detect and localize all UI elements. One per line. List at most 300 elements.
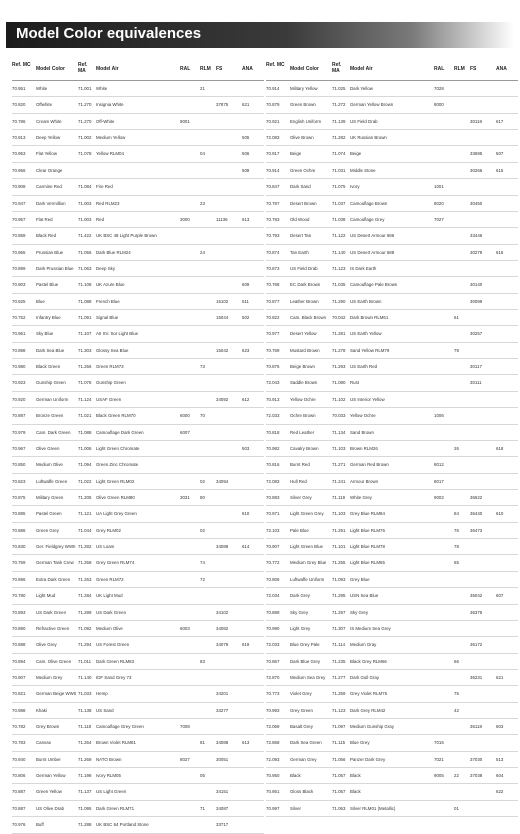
cell-model-air: Sand Yellow RLM79	[350, 347, 390, 353]
cell-fs: 34151	[216, 789, 229, 795]
cell-rlm: 83	[200, 658, 205, 664]
cell-model-color: Olive Grey	[36, 642, 57, 648]
cell-ref-ma: 71.078	[78, 151, 92, 157]
cell-ral: 7028	[434, 86, 444, 91]
table-row	[12, 326, 264, 342]
cell-model-color: Green Yellow	[36, 789, 62, 795]
cell-ref-mc: 70.897	[12, 413, 26, 419]
cell-model-air: Black	[350, 773, 361, 779]
cell-model-air: Red	[96, 216, 105, 222]
cell-model-color: Grey Brown	[36, 724, 60, 730]
cell-ref-ma: 71.138	[78, 707, 92, 713]
cell-model-air: White Grey	[350, 494, 372, 500]
table-row	[266, 212, 518, 228]
cell-model-air: Red RLM23	[96, 200, 120, 206]
cell-ref-mc: 70.885	[12, 511, 26, 517]
cell-model-color: Green Ochre	[290, 167, 316, 173]
cell-model-color: Black	[290, 773, 301, 779]
cell-model-air: Sand Brown	[350, 429, 374, 435]
cell-ref-mc: 70.875	[12, 494, 26, 500]
cell-model-color: US Olive Drab	[36, 805, 65, 811]
cell-ref-ma: 71.294	[78, 642, 92, 648]
table-row	[12, 261, 264, 277]
cell-ref-ma: 71.288	[78, 822, 92, 828]
cell-model-air: Brown Violet RLM81	[96, 740, 136, 746]
table-row	[12, 457, 264, 473]
cell-fs: 36172	[470, 642, 483, 648]
table-row	[12, 196, 264, 212]
cell-ral: 6000	[180, 413, 190, 419]
cell-ref-ma: 71.035	[332, 282, 346, 288]
cell-fs: 34201	[216, 691, 229, 697]
table-row	[12, 408, 264, 424]
cell-fs: 11136	[216, 216, 228, 222]
cell-ref-mc: 72.870	[266, 674, 280, 680]
cell-model-air: Grey Violet RLM75	[350, 691, 388, 697]
table-row	[266, 735, 518, 751]
cell-ref-mc: 70.768	[266, 282, 280, 288]
cell-ral: 8017	[434, 478, 444, 484]
table-row	[12, 588, 264, 604]
cell-fs: 37875	[216, 102, 229, 108]
cell-ana: 621	[242, 102, 250, 108]
cell-ref-mc: 70.823	[12, 478, 26, 484]
table-row	[266, 768, 518, 784]
cell-ref-ma: 71.057	[332, 789, 346, 795]
cell-ref-mc: 70.982	[266, 445, 280, 451]
cell-ref-ma: 71.269	[78, 756, 92, 762]
cell-fs: 30118	[470, 118, 482, 124]
table-row	[12, 539, 264, 555]
cell-rlm: 66	[454, 658, 459, 664]
cell-ref-ma: 71.033	[78, 691, 92, 697]
table-row	[266, 490, 518, 506]
cell-ref-ma: 71.056	[332, 756, 346, 762]
cell-ref-mc: 70.953	[12, 151, 26, 157]
cell-model-air: White	[96, 86, 108, 91]
cell-fs: 36375	[470, 609, 483, 615]
cell-ana: 610	[242, 511, 250, 517]
cell-model-air: Green RLM72	[96, 576, 124, 582]
header-model-air: Model Air	[96, 66, 119, 72]
cell-ref-mc: 70.903	[12, 282, 26, 288]
cell-ref-ma: 71.025	[332, 86, 346, 91]
cell-ref-ma: 71.284	[78, 593, 92, 599]
table-row	[266, 474, 518, 490]
cell-ref-ma: 71.037	[332, 200, 346, 206]
cell-model-color: Prussian Blue	[36, 249, 64, 255]
cell-model-air: US Field Drab	[350, 118, 378, 124]
cell-model-air: Grey RLM02	[96, 527, 121, 533]
cell-ana: 617	[496, 118, 504, 124]
table-row	[12, 425, 264, 441]
cell-ana: 609	[242, 282, 250, 288]
cell-ana: 615	[496, 167, 504, 173]
cell-model-color: Violet Grey	[290, 691, 312, 697]
cell-ref-ma: 71.281	[332, 331, 346, 337]
cell-fs: 15042	[216, 347, 229, 353]
cell-ref-ma: 71.259	[332, 691, 346, 697]
cell-model-air: German Yellow Brown	[350, 102, 394, 108]
cell-model-color: Gloss Black	[290, 789, 314, 795]
cell-model-air: Light Green Chromate	[96, 445, 140, 451]
cell-model-air: US Interior Yellow	[350, 396, 385, 402]
table-row	[266, 408, 518, 424]
cell-model-color: Yellow Ochre	[290, 396, 316, 402]
cell-fs: 33277	[216, 707, 229, 713]
cell-model-color: Silver Grey	[290, 494, 312, 500]
cell-ref-mc: 70.907	[12, 674, 26, 680]
cell-ref-ma: 71.011	[78, 658, 92, 664]
cell-model-color: Light Green Blue	[290, 544, 323, 550]
table-row	[266, 359, 518, 375]
table-row	[12, 637, 264, 653]
cell-model-color: Infantry Blue	[36, 315, 61, 321]
cell-model-air: Camouflage Grey Green	[96, 724, 144, 730]
cell-fs: 34102	[216, 609, 229, 615]
cell-ref-ma: 71.295	[332, 593, 346, 599]
table-row	[266, 441, 518, 457]
cell-ref-ma: 71.205	[78, 494, 92, 500]
cell-ref-mc: 70.879	[266, 102, 280, 108]
table-row	[266, 326, 518, 342]
table-row	[266, 261, 518, 277]
cell-model-air: Dark Green RLM71	[96, 805, 135, 811]
cell-ref-mc: 70.861	[266, 789, 280, 795]
cell-ref-mc: 70.920	[12, 396, 26, 402]
cell-rlm: 71	[200, 805, 205, 811]
cell-ref-ma: 71.255	[332, 560, 346, 566]
cell-ref-ma: 70.033	[332, 413, 346, 419]
cell-model-color: German Yellow	[36, 773, 66, 779]
cell-model-color: Beige	[290, 151, 302, 157]
table-row	[266, 146, 518, 162]
cell-model-color: Tan Earth	[290, 249, 309, 255]
table-row	[266, 572, 518, 588]
cell-ref-ma: 71.422	[78, 233, 92, 239]
cell-ral: 8000	[434, 102, 444, 108]
cell-model-color: Silver	[290, 805, 301, 811]
cell-model-air: Signal Blue	[96, 315, 119, 321]
cell-model-color: Medium Olive	[36, 462, 63, 468]
cell-ana: 618	[496, 445, 504, 451]
cell-ref-ma: 71.115	[332, 740, 346, 746]
cell-model-color: Leather Brown	[290, 298, 319, 304]
cell-model-color: Refractive Green	[36, 625, 70, 631]
table-row	[12, 359, 264, 375]
cell-ana: 623	[242, 347, 250, 353]
cell-rlm: 65	[454, 560, 459, 566]
cell-model-color: Luftwaffe Uniform	[290, 576, 325, 582]
table-row	[12, 654, 264, 670]
page-title: Model Color equivalences	[16, 25, 202, 42]
cell-model-air: Rust	[350, 380, 360, 386]
cell-model-color: Black Red	[36, 233, 57, 239]
table-row	[12, 735, 264, 751]
cell-ana: 621	[496, 674, 504, 680]
cell-ref-mc: 70.899	[12, 265, 26, 271]
table-row	[266, 392, 518, 408]
cell-rlm: 24	[200, 249, 205, 255]
cell-ref-mc: 72.033	[266, 642, 280, 648]
cell-model-air: Medium Yellow	[96, 135, 126, 141]
cell-model-air: Gunship Green	[96, 380, 126, 386]
table-row	[12, 294, 264, 310]
cell-model-air: Dark Gull Gray	[350, 674, 380, 680]
cell-ref-ma: 71.088	[78, 429, 92, 435]
cell-ana: 508	[242, 167, 250, 173]
cell-model-air: US Earth Red	[350, 364, 378, 370]
cell-fs: 35042	[470, 593, 483, 599]
cell-model-air: Medium Gunship Gray	[350, 724, 394, 730]
table-row	[12, 130, 264, 146]
table-header	[266, 58, 518, 81]
table-row	[12, 621, 264, 637]
cell-model-color: Medium Grey	[36, 674, 63, 680]
table-row	[12, 310, 264, 326]
cell-model-color: Dark Sea Blue	[36, 347, 65, 353]
table-row	[12, 817, 264, 833]
cell-ref-mc: 70.980	[12, 364, 26, 370]
cell-rlm: 05	[200, 773, 205, 779]
header-model-air: Model Air	[350, 66, 373, 72]
cell-model-air: Camouflage Grey	[350, 216, 385, 222]
cell-model-air: Deep Sky	[96, 265, 116, 271]
cell-ref-mc: 70.773	[266, 691, 280, 697]
table-row	[266, 81, 518, 97]
cell-fs: 34088	[216, 740, 229, 746]
cell-rlm: 22	[454, 773, 459, 779]
cell-model-air: Insignia White	[96, 102, 124, 108]
cell-ref-ma: 71.272	[332, 102, 346, 108]
cell-ref-ma: 71.003	[78, 200, 92, 206]
cell-rlm: 61	[454, 315, 459, 321]
cell-ral: 3000	[180, 216, 190, 222]
cell-ral: 8027	[180, 756, 190, 762]
cell-ana: 610	[496, 511, 504, 517]
cell-model-color: Mustard Brown	[290, 347, 320, 353]
cell-model-air: Medium Olive	[96, 625, 123, 631]
table-row	[266, 425, 518, 441]
cell-ref-ma: 71.134	[332, 429, 346, 435]
cell-model-air: Panzer Dark Grey	[350, 756, 386, 762]
table-row	[12, 506, 264, 522]
table-row	[266, 605, 518, 621]
cell-ref-mc: 70.886	[12, 527, 26, 533]
table-row	[12, 768, 264, 784]
cell-model-color: Flat Red	[36, 216, 53, 222]
cell-model-air: UK BSC 48 Light Purple Brown	[96, 233, 157, 239]
cell-ana: 506	[242, 151, 250, 157]
cell-ral: 8020	[434, 200, 444, 206]
table-header	[12, 58, 264, 81]
cell-ref-mc: 70.951	[12, 86, 26, 91]
table-row	[12, 752, 264, 768]
table-row	[12, 474, 264, 490]
header-ral: RAL	[180, 66, 191, 72]
cell-ref-ma: 71.095	[78, 805, 92, 811]
cell-ref-mc: 70.759	[12, 560, 26, 566]
table-row	[12, 490, 264, 506]
cell-ref-mc: 70.947	[12, 200, 26, 206]
cell-ref-mc: 70.772	[266, 560, 280, 566]
header-model-color: Model Color	[36, 66, 65, 72]
table-row	[266, 457, 518, 473]
cell-ref-ma: 71.107	[78, 331, 92, 337]
cell-model-color: Offwhite	[36, 102, 53, 108]
table-row	[266, 719, 518, 735]
table-row	[12, 97, 264, 113]
cell-model-color: Basalt Grey	[290, 724, 313, 730]
cell-ref-mc: 72.083	[266, 478, 280, 484]
cell-model-air: US Sand	[96, 707, 114, 713]
cell-ref-mc: 70.847	[266, 184, 280, 190]
table-row	[266, 523, 518, 539]
cell-model-color: Hull Red	[290, 478, 307, 484]
cell-model-air: Dark Brown RLM61	[350, 315, 389, 321]
cell-ref-ma: 71.088	[78, 298, 92, 304]
cell-ref-ma: 71.093	[332, 576, 346, 582]
cell-model-color: Clear Orange	[36, 167, 63, 173]
cell-ref-ma: 71.198	[78, 773, 92, 779]
cell-rlm: 02	[200, 527, 205, 533]
cell-model-air: Olive Green RLM80	[96, 494, 135, 500]
cell-model-air: US Light Green	[96, 789, 127, 795]
cell-ref-mc: 70.894	[12, 658, 26, 664]
cell-ref-mc: 70.976	[12, 822, 26, 828]
cell-ana: 613	[242, 216, 250, 222]
table-row	[12, 163, 264, 179]
cell-ral: 9005	[434, 773, 444, 779]
table-row	[266, 163, 518, 179]
cell-ref-mc: 70.752	[12, 315, 26, 321]
cell-model-air: USAF Green	[96, 396, 122, 402]
cell-ref-mc: 70.898	[12, 347, 26, 353]
cell-ref-mc: 72.093	[266, 756, 280, 762]
cell-ral: 1001	[434, 184, 444, 190]
cell-ref-ma: 71.022	[78, 478, 92, 484]
cell-model-air: US Desert Armour 688	[350, 249, 395, 255]
header-rlm: RLM	[200, 66, 211, 72]
cell-model-air: UK BSC 64 Portland Stone	[96, 822, 149, 828]
cell-ref-mc: 70.888	[12, 642, 26, 648]
cell-model-color: Dark Vermillion	[36, 200, 66, 206]
cell-model-air: Black	[350, 789, 361, 795]
cell-model-color: Olive Green	[36, 445, 60, 451]
cell-ref-mc: 70.993	[266, 707, 280, 713]
cell-ref-mc: 70.957	[12, 216, 26, 222]
cell-rlm: 79	[454, 347, 459, 353]
cell-model-color: Burnt Red	[290, 462, 310, 468]
cell-ref-mc: 70.830	[12, 544, 26, 550]
table-row	[266, 310, 518, 326]
cell-model-air: Green RLM73	[96, 364, 124, 370]
cell-ana: 619	[242, 642, 250, 648]
cell-ref-mc: 70.769	[266, 347, 280, 353]
cell-model-air: Armour Brown	[350, 478, 379, 484]
cell-model-air: Camouflage Brown	[350, 200, 388, 206]
cell-ana: 604	[496, 773, 504, 779]
cell-ref-mc: 70.787	[266, 200, 280, 206]
cell-fs: 30117	[470, 364, 482, 370]
cell-ref-mc: 70.783	[266, 216, 280, 222]
cell-fs: 30051	[216, 756, 229, 762]
cell-model-air: Light Blue RLM65	[350, 560, 385, 566]
cell-ref-ma: 71.063	[78, 265, 92, 271]
cell-model-color: Ger. Fieldgrey WWII	[36, 544, 76, 550]
cell-model-color: Luftwaffe Green	[36, 478, 68, 484]
cell-model-air: US Earth Brown	[350, 298, 382, 304]
cell-ref-ma: 71.270	[78, 118, 92, 124]
cell-ref-ma: 71.103	[332, 511, 346, 517]
cell-model-air: Green Zinc Chromate	[96, 462, 139, 468]
cell-fs: 30257	[470, 331, 483, 337]
cell-ref-ma: 71.006	[78, 445, 92, 451]
cell-model-air: Medium Gray	[350, 642, 377, 648]
cell-ral: 7016	[434, 740, 444, 746]
header-ana: ANA	[496, 66, 507, 72]
cell-model-color: Olive Brown	[290, 135, 314, 141]
cell-ref-ma: 71.057	[332, 773, 346, 779]
cell-model-color: Cam. Dark Green	[36, 429, 71, 435]
cell-ref-mc: 72.868	[266, 740, 280, 746]
cell-fs: 30099	[470, 298, 483, 304]
header-ref-ma: Ref. MA	[78, 62, 88, 74]
cell-ref-ma: 71.119	[332, 494, 346, 500]
cell-ref-mc: 70.956	[12, 167, 26, 173]
cell-rlm: 26	[454, 445, 459, 451]
table-row	[12, 719, 264, 735]
cell-model-air: Light Green RLM02	[96, 478, 135, 484]
cell-ref-ma: 71.270	[78, 102, 92, 108]
cell-ana: 507	[496, 151, 504, 157]
cell-model-color: Cam. Olive Green	[36, 658, 72, 664]
cell-rlm: 23	[200, 200, 205, 206]
cell-ref-mc: 72.033	[266, 413, 280, 419]
cell-fs: 34092	[216, 396, 229, 402]
cell-model-air: Blue Grey	[350, 740, 370, 746]
table-row	[266, 654, 518, 670]
cell-model-color: US Field Drab	[290, 265, 318, 271]
cell-rlm: 80	[200, 494, 205, 500]
cell-model-air: Ivory	[350, 184, 360, 190]
cell-ref-mc: 70.914	[266, 167, 280, 173]
cell-model-color: Pastel Green	[36, 511, 62, 517]
cell-ref-mc: 70.786	[12, 118, 26, 124]
cell-model-color: Military Yellow	[290, 86, 318, 91]
cell-ref-ma: 71.003	[78, 216, 92, 222]
header-ral: RAL	[434, 66, 445, 72]
cell-model-air: Off-White	[96, 118, 115, 124]
cell-ref-mc: 70.820	[12, 102, 26, 108]
cell-ref-mc: 70.887	[12, 805, 26, 811]
cell-model-air: Grey Green RLM74	[96, 560, 135, 566]
cell-model-air: UK Light Mud	[96, 593, 123, 599]
cell-rlm: 84	[454, 511, 459, 517]
cell-model-color: Gunship Green	[36, 380, 66, 386]
cell-model-air: Glossy Sea Blue	[96, 347, 129, 353]
cell-ref-mc: 70.979	[12, 429, 26, 435]
cell-ref-mc: 72.103	[266, 527, 280, 533]
equivalence-table-right	[266, 58, 518, 817]
cell-model-color: Sky Grey	[290, 609, 309, 615]
cell-model-color: Extra Dark Green	[36, 576, 71, 582]
cell-ref-mc: 70.859	[12, 233, 26, 239]
table-row	[266, 196, 518, 212]
cell-fs: 34087	[216, 805, 229, 811]
cell-ref-ma: 71.140	[78, 674, 92, 680]
cell-ref-mc: 70.997	[266, 805, 280, 811]
